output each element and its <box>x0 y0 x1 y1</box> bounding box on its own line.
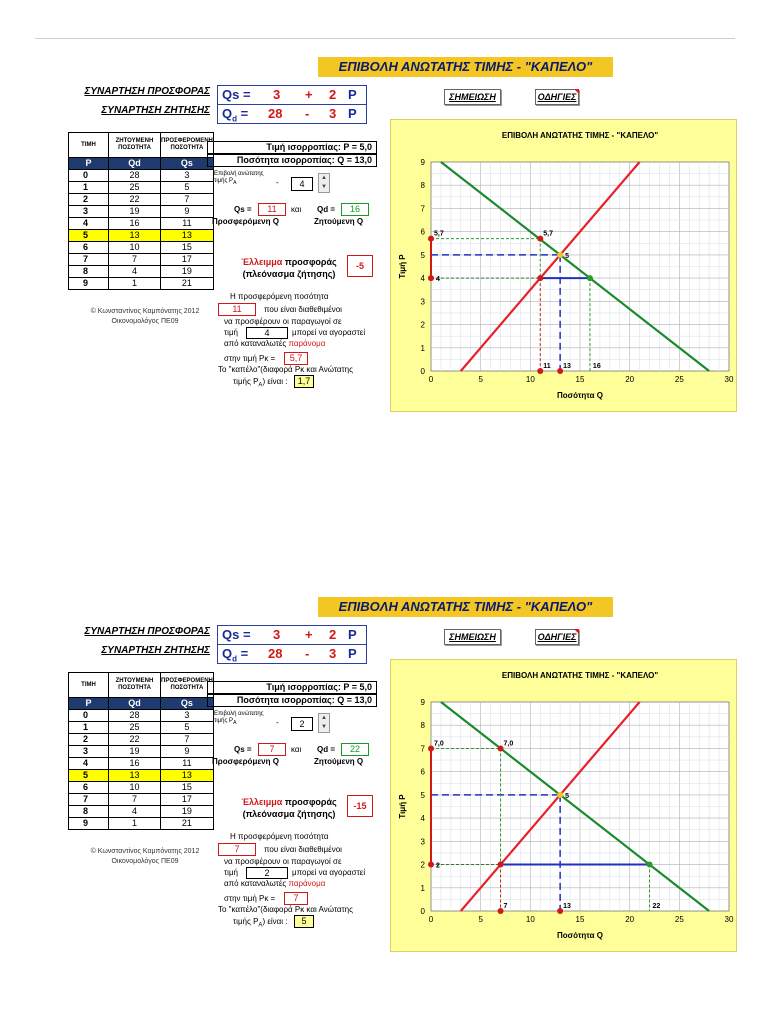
cell-qd: 4 <box>109 806 161 818</box>
cell-qs: 21 <box>161 278 214 290</box>
ceiling-dash: - <box>276 178 279 187</box>
qd-lhs-sub: d <box>232 114 238 124</box>
y-tick-label: 8 <box>420 181 425 191</box>
y-tick-label: 1 <box>420 883 425 893</box>
qd-slope[interactable]: 3 <box>329 106 337 121</box>
x-tick-label: 20 <box>625 375 635 384</box>
qs-result: 11 <box>258 203 286 216</box>
subheader-qs: Qs <box>161 158 214 170</box>
spinner-down-icon[interactable]: ▼ <box>321 184 327 190</box>
y-tick-label: 4 <box>420 274 425 284</box>
chart-svg <box>391 120 736 411</box>
header-qs: ΠΡΟΣΦΕΡΟΜΕΝΗ ΠΟΣΟΤΗΤΑ <box>161 673 214 698</box>
statement-cap: 1,7 <box>294 375 314 388</box>
y-tick-label: 8 <box>420 721 425 731</box>
y-tick-label: 2 <box>420 860 425 870</box>
cell-price: 3 <box>69 746 109 758</box>
qd-axis-label: 22 <box>652 903 661 910</box>
supply-equation <box>217 625 367 645</box>
y-tick-label: 1 <box>420 343 425 353</box>
cell-qs: 13 <box>161 770 214 782</box>
statement-line-8-sub: Α <box>258 922 263 929</box>
y-tick-label: 0 <box>420 907 425 916</box>
table-row <box>69 794 214 806</box>
ceiling-axis-point <box>428 275 434 281</box>
black-market-point-label: 7,0 <box>503 740 514 748</box>
and-text: και <box>291 745 302 754</box>
statement-line-4a: τιμή <box>224 868 238 877</box>
header-qd: ΖΗΤΟΥΜΕΝΗ ΠΟΣΟΤΗΤΑ <box>109 673 161 698</box>
cell-qs: 11 <box>161 218 214 230</box>
cell-price: 8 <box>69 806 109 818</box>
subheader-p: P <box>69 698 109 710</box>
note-button[interactable] <box>444 89 501 105</box>
subheader-qs: Qs <box>161 698 214 710</box>
cell-qs: 3 <box>161 710 214 722</box>
y-tick-label: 7 <box>420 204 425 214</box>
x-tick-label: 10 <box>525 915 535 924</box>
x-axis-label: Ποσότητα Q <box>557 931 603 940</box>
cell-qd: 19 <box>109 206 161 218</box>
cell-qs: 13 <box>161 230 214 242</box>
y-tick-label: 6 <box>420 767 425 777</box>
statement-illegal: παράνομα <box>288 339 326 348</box>
table-subheader <box>69 158 214 170</box>
equilibrium-point <box>557 252 563 258</box>
equilibrium-label: 5 <box>565 792 570 800</box>
table-header <box>69 673 214 698</box>
ceiling-label-sub: Α <box>233 720 237 727</box>
qs-point <box>498 862 504 868</box>
cell-qd: 19 <box>109 746 161 758</box>
cell-price: 2 <box>69 734 109 746</box>
cell-qs: 11 <box>161 758 214 770</box>
equilibrium-price: Τιμή ισορροπίας: P = 5,0 <box>207 681 377 694</box>
cell-price: 6 <box>69 242 109 254</box>
qd-point <box>587 275 593 281</box>
qd-lhs-main: Q <box>222 646 233 661</box>
x-tick-label: 25 <box>674 915 684 924</box>
cell-price: 8 <box>69 266 109 278</box>
qs-result-label: Qs = <box>234 205 252 214</box>
qd-lhs <box>222 106 248 124</box>
guide-button[interactable] <box>535 89 579 105</box>
cell-price: 6 <box>69 782 109 794</box>
price-ceiling-chart <box>390 659 737 952</box>
statement-line-2: που είναι διαθεθιμένοι <box>264 305 342 314</box>
statement-illegal: παράνομα <box>288 879 326 888</box>
x-tick-label: 20 <box>625 915 635 924</box>
ceiling-axis-point <box>428 862 434 868</box>
qd-lhs-sub: d <box>232 654 238 664</box>
x-tick-label: 5 <box>478 375 483 384</box>
author-credit: © Κωνσταντίνος Καμπόνατης 2012 <box>90 848 200 855</box>
cell-price: 7 <box>69 254 109 266</box>
statement-line-4a: τιμή <box>224 328 238 337</box>
cell-qd: 22 <box>109 194 161 206</box>
qd-result-label: Qd = <box>317 745 336 754</box>
cell-qd: 25 <box>109 722 161 734</box>
qd-const[interactable]: 28 <box>268 106 283 121</box>
ceiling-label-chart: 2 <box>436 862 440 870</box>
statement-line-4b: μπορεί να αγοραστεί <box>292 868 366 877</box>
sheet-title: ΕΠΙΒΟΛΗ ΑΝΩΤΑΤΗΣ ΤΙΜΗΣ - "ΚΑΠΕΛΟ" <box>318 597 613 617</box>
ceiling-price-input[interactable]: 2 <box>291 717 313 731</box>
shortage-label <box>233 256 345 280</box>
table-header <box>69 133 214 158</box>
header-qs: ΠΡΟΣΦΕΡΟΜΕΝΗ ΠΟΣΟΤΗΤΑ <box>161 133 214 158</box>
cell-qd: 1 <box>109 818 161 830</box>
cell-qs: 19 <box>161 806 214 818</box>
statement-line-8a: τιμής P <box>233 377 259 386</box>
spinner-up-icon[interactable]: ▲ <box>321 715 327 721</box>
supply-function-label: ΣΥΝΑΡΤΗΣΗ ΠΡΟΣΦΟΡΑΣ <box>84 626 210 637</box>
cell-qs: 17 <box>161 254 214 266</box>
table-row <box>69 818 214 830</box>
statement-line-5 <box>224 879 325 889</box>
shortage-label <box>233 796 345 820</box>
cell-qs: 15 <box>161 782 214 794</box>
statement-line-3: να προσφέρουν οι παραγωγοί σε <box>224 857 342 866</box>
qs-slope[interactable]: 2 <box>329 627 337 642</box>
qd-caption: Ζητούμενη Q <box>314 217 364 226</box>
statement-ceiling: 2 <box>246 867 288 879</box>
y-tick-label: 3 <box>420 297 425 307</box>
ceiling-label <box>214 711 274 727</box>
statement-qs: 11 <box>218 303 256 316</box>
demand-function-label: ΣΥΝΑΡΤΗΣΗ ΖΗΤΗΣΗΣ <box>101 645 210 656</box>
supply-function-label: ΣΥΝΑΡΤΗΣΗ ΠΡΟΣΦΟΡΑΣ <box>84 86 210 97</box>
statement-line-5a: από καταναλωτές <box>224 339 289 348</box>
y-tick-label: 9 <box>420 158 425 167</box>
shortage-value: -5 <box>347 255 373 277</box>
guide-button-label: ΟΔΗΓΙΕΣ <box>537 632 577 642</box>
table-row <box>69 278 214 290</box>
statement-line-6: στην τιμή Pκ = <box>224 354 276 363</box>
chart-title: ΕΠΙΒΟΛΗ ΑΝΩΤΑΤΗΣ ΤΙΜΗΣ - "ΚΑΠΕΛΟ" <box>501 671 659 680</box>
ceiling-label-sub: Α <box>233 180 237 187</box>
author-credit: © Κωνσταντίνος Καμπόνατης 2012 <box>90 308 200 315</box>
qd-caption: Ζητούμενη Q <box>314 757 364 766</box>
eq-qty-axis-label: 13 <box>563 903 571 910</box>
header-price: ΤΙΜΗ <box>69 133 109 158</box>
page-divider <box>35 38 735 39</box>
table-row <box>69 758 214 770</box>
shortage-sub: (πλεόνασμα ζήτησης) <box>242 809 336 819</box>
qd-lhs-eq: = <box>237 646 249 661</box>
qd-operator: - <box>305 646 310 661</box>
cell-price: 7 <box>69 794 109 806</box>
table-row <box>69 770 214 782</box>
qs-axis-label: 11 <box>543 363 551 370</box>
spinner-down-icon[interactable]: ▼ <box>321 724 327 730</box>
spinner-up-icon[interactable]: ▲ <box>321 175 327 181</box>
y-tick-label: 9 <box>420 698 425 707</box>
qd-p: P <box>348 646 357 661</box>
shortage-sub: (πλεόνασμα ζήτησης) <box>242 269 336 279</box>
cell-qd: 7 <box>109 254 161 266</box>
cell-price: 0 <box>69 710 109 722</box>
statement-line-7: Το "καπέλο"(διαφορά Pκ και Ανώτατης <box>218 365 353 374</box>
cell-qd: 16 <box>109 218 161 230</box>
qs-slope[interactable]: 2 <box>329 87 337 102</box>
qd-const[interactable]: 28 <box>268 646 283 661</box>
subheader-qd: Qd <box>109 158 161 170</box>
y-tick-label: 5 <box>420 250 425 260</box>
cell-price: 0 <box>69 170 109 182</box>
qs-p: P <box>348 87 357 102</box>
table-row <box>69 170 214 182</box>
qd-result: 16 <box>341 203 369 216</box>
cell-qd: 28 <box>109 710 161 722</box>
qs-const[interactable]: 3 <box>273 87 281 102</box>
shortage-black: προσφοράς <box>282 257 337 267</box>
cell-qd: 25 <box>109 182 161 194</box>
qd-p: P <box>348 106 357 121</box>
statement-line-8 <box>233 377 288 391</box>
panel-2 <box>0 597 768 977</box>
guide-button-label: ΟΔΗΓΙΕΣ <box>537 92 577 102</box>
equilibrium-point <box>557 792 563 798</box>
demand-function-label: ΣΥΝΑΡΤΗΣΗ ΖΗΤΗΣΗΣ <box>101 105 210 116</box>
price-ceiling-chart <box>390 119 737 412</box>
table-row <box>69 218 214 230</box>
statement-line-2: που είναι διαθεθιμένοι <box>264 845 342 854</box>
black-market-point-label: 5,7 <box>543 230 554 238</box>
cell-qd: 13 <box>109 230 161 242</box>
qd-lhs-main: Q <box>222 106 233 121</box>
ceiling-label-text: Επιβολή ανώτατης τιμής P <box>214 711 264 724</box>
qd-result: 22 <box>341 743 369 756</box>
qs-operator: + <box>305 87 313 102</box>
qs-lhs: Qs = <box>222 87 251 102</box>
table-row <box>69 746 214 758</box>
qs-lhs: Qs = <box>222 627 251 642</box>
cell-qs: 17 <box>161 794 214 806</box>
cell-qs: 15 <box>161 242 214 254</box>
cell-qd: 22 <box>109 734 161 746</box>
cell-qs: 7 <box>161 734 214 746</box>
y-tick-label: 4 <box>420 814 425 824</box>
guide-button[interactable] <box>535 629 579 645</box>
x-tick-label: 15 <box>575 915 585 924</box>
header-price: ΤΙΜΗ <box>69 673 109 698</box>
ceiling-label <box>214 171 274 187</box>
y-axis-label: Τιμή P <box>398 254 407 279</box>
cell-price: 1 <box>69 182 109 194</box>
cell-price: 9 <box>69 818 109 830</box>
cell-price: 2 <box>69 194 109 206</box>
y-tick-label: 6 <box>420 227 425 237</box>
ceiling-dash: - <box>276 718 279 727</box>
schedule-table <box>68 132 214 290</box>
cell-price: 5 <box>69 230 109 242</box>
qd-axis-label: 16 <box>592 363 601 370</box>
x-tick-label: 15 <box>575 375 585 384</box>
sheet-title: ΕΠΙΒΟΛΗ ΑΝΩΤΑΤΗΣ ΤΙΜΗΣ - "ΚΑΠΕΛΟ" <box>318 57 613 77</box>
ceiling-label-chart: 4 <box>436 276 440 284</box>
statement-line-8b: ) είναι : <box>262 377 288 386</box>
black-market-axis-label: 5,7 <box>434 230 444 238</box>
table-subheader <box>69 698 214 710</box>
equilibrium-label: 5 <box>565 252 570 260</box>
table-row <box>69 782 214 794</box>
qd-point <box>647 862 653 868</box>
statement-line-7: Το "καπέλο"(διαφορά Pκ και Ανώτατης <box>218 905 353 914</box>
shortage-red: Έλλειμμα <box>241 257 283 267</box>
x-axis-label: Ποσότητα Q <box>557 391 603 400</box>
ceiling-spinner[interactable] <box>318 173 330 193</box>
cell-qs: 5 <box>161 182 214 194</box>
statement-pk: 5,7 <box>284 352 308 365</box>
qs-const[interactable]: 3 <box>273 627 281 642</box>
table-row <box>69 806 214 818</box>
statement-line-6: στην τιμή Pκ = <box>224 894 276 903</box>
cell-price: 4 <box>69 758 109 770</box>
qd-operator: - <box>305 106 310 121</box>
qs-caption: Προσφερόμενη Q <box>212 217 279 226</box>
cell-qd: 16 <box>109 758 161 770</box>
equilibrium-quantity: Ποσότητα ισορροπίας: Q = 13,0 <box>207 154 377 167</box>
cell-qs: 7 <box>161 194 214 206</box>
comment-marker <box>574 89 579 94</box>
statement-line-8-sub: Α <box>258 382 263 389</box>
cell-price: 3 <box>69 206 109 218</box>
qs-caption: Προσφερόμενη Q <box>212 757 279 766</box>
x-tick-label: 10 <box>525 375 535 384</box>
qd-result-label: Qd = <box>317 205 336 214</box>
cell-qd: 7 <box>109 794 161 806</box>
cell-qd: 13 <box>109 770 161 782</box>
table-row <box>69 182 214 194</box>
table-row <box>69 254 214 266</box>
statement-qs: 7 <box>218 843 256 856</box>
cell-qs: 21 <box>161 818 214 830</box>
cell-qd: 10 <box>109 782 161 794</box>
cell-qd: 1 <box>109 278 161 290</box>
cell-price: 9 <box>69 278 109 290</box>
cell-price: 4 <box>69 218 109 230</box>
statement-line-1: Η προσφερόμενη ποσότητα <box>230 832 329 841</box>
qs-axis-label: 7 <box>503 903 508 910</box>
eq-qty-axis-label: 13 <box>563 363 571 370</box>
table-row <box>69 266 214 278</box>
cell-qs: 5 <box>161 722 214 734</box>
equilibrium-quantity: Ποσότητα ισορροπίας: Q = 13,0 <box>207 694 377 707</box>
ceiling-label-text: Επιβολή ανώτατης τιμής P <box>214 171 264 184</box>
table-row <box>69 734 214 746</box>
x-tick-label: 5 <box>478 915 483 924</box>
comment-marker <box>574 629 579 634</box>
cell-qs: 19 <box>161 266 214 278</box>
subheader-p: P <box>69 158 109 170</box>
note-button-label: ΣΗΜΕΙΩΣΗ <box>449 92 496 102</box>
table-row <box>69 242 214 254</box>
supply-equation <box>217 85 367 105</box>
schedule-table <box>68 672 214 830</box>
cell-qs: 9 <box>161 206 214 218</box>
ceiling-price-input[interactable]: 4 <box>291 177 313 191</box>
cell-qs: 3 <box>161 170 214 182</box>
x-tick-label: 30 <box>724 915 734 924</box>
panel-1 <box>0 57 768 437</box>
header-qd: ΖΗΤΟΥΜΕΝΗ ΠΟΣΟΤΗΤΑ <box>109 133 161 158</box>
y-tick-label: 0 <box>420 367 425 376</box>
statement-line-8b: ) είναι : <box>262 917 288 926</box>
statement-line-8 <box>233 917 288 931</box>
qs-result-label: Qs = <box>234 745 252 754</box>
statement-line-1: Η προσφερόμενη ποσότητα <box>230 292 329 301</box>
qd-lhs-eq: = <box>237 106 249 121</box>
note-button[interactable] <box>444 629 501 645</box>
black-market-axis-label: 7,0 <box>434 740 444 748</box>
equilibrium-price: Τιμή ισορροπίας: P = 5,0 <box>207 141 377 154</box>
shortage-black: προσφοράς <box>282 797 337 807</box>
shortage-value: -15 <box>347 795 373 817</box>
qs-point <box>537 275 543 281</box>
cell-price: 5 <box>69 770 109 782</box>
chart-svg <box>391 660 736 951</box>
x-tick-label: 30 <box>724 375 734 384</box>
cell-qs: 9 <box>161 746 214 758</box>
ceiling-spinner[interactable] <box>318 713 330 733</box>
x-tick-label: 0 <box>428 915 434 924</box>
cell-qd: 28 <box>109 170 161 182</box>
qs-operator: + <box>305 627 313 642</box>
table-row <box>69 206 214 218</box>
table-row <box>69 722 214 734</box>
cell-qd: 4 <box>109 266 161 278</box>
statement-line-5 <box>224 339 325 349</box>
y-tick-label: 3 <box>420 837 425 847</box>
qd-slope[interactable]: 3 <box>329 646 337 661</box>
statement-line-3: να προσφέρουν οι παραγωγοί σε <box>224 317 342 326</box>
cell-qd: 10 <box>109 242 161 254</box>
subheader-qd: Qd <box>109 698 161 710</box>
qd-lhs <box>222 646 248 664</box>
statement-pk: 7 <box>284 892 308 905</box>
table-row <box>69 710 214 722</box>
cell-price: 1 <box>69 722 109 734</box>
qs-p: P <box>348 627 357 642</box>
chart-title: ΕΠΙΒΟΛΗ ΑΝΩΤΑΤΗΣ ΤΙΜΗΣ - "ΚΑΠΕΛΟ" <box>501 131 659 140</box>
y-axis-label: Τιμή P <box>398 794 407 819</box>
demand-equation <box>217 104 367 124</box>
x-tick-label: 0 <box>428 375 434 384</box>
qs-result: 7 <box>258 743 286 756</box>
statement-ceiling: 4 <box>246 327 288 339</box>
statement-line-8a: τιμής P <box>233 917 259 926</box>
y-tick-label: 7 <box>420 744 425 754</box>
statement-line-5a: από καταναλωτές <box>224 879 289 888</box>
and-text: και <box>291 205 302 214</box>
statement-line-4b: μπορεί να αγοραστεί <box>292 328 366 337</box>
author-role: Οικονομολόγος ΠΕ09 <box>111 318 179 325</box>
y-tick-label: 2 <box>420 320 425 330</box>
demand-equation <box>217 644 367 664</box>
x-tick-label: 25 <box>674 375 684 384</box>
table-row <box>69 194 214 206</box>
author-role: Οικονομολόγος ΠΕ09 <box>111 858 179 865</box>
shortage-red: Έλλειμμα <box>241 797 283 807</box>
y-tick-label: 5 <box>420 790 425 800</box>
note-button-label: ΣΗΜΕΙΩΣΗ <box>449 632 496 642</box>
table-row <box>69 230 214 242</box>
statement-cap: 5 <box>294 915 314 928</box>
